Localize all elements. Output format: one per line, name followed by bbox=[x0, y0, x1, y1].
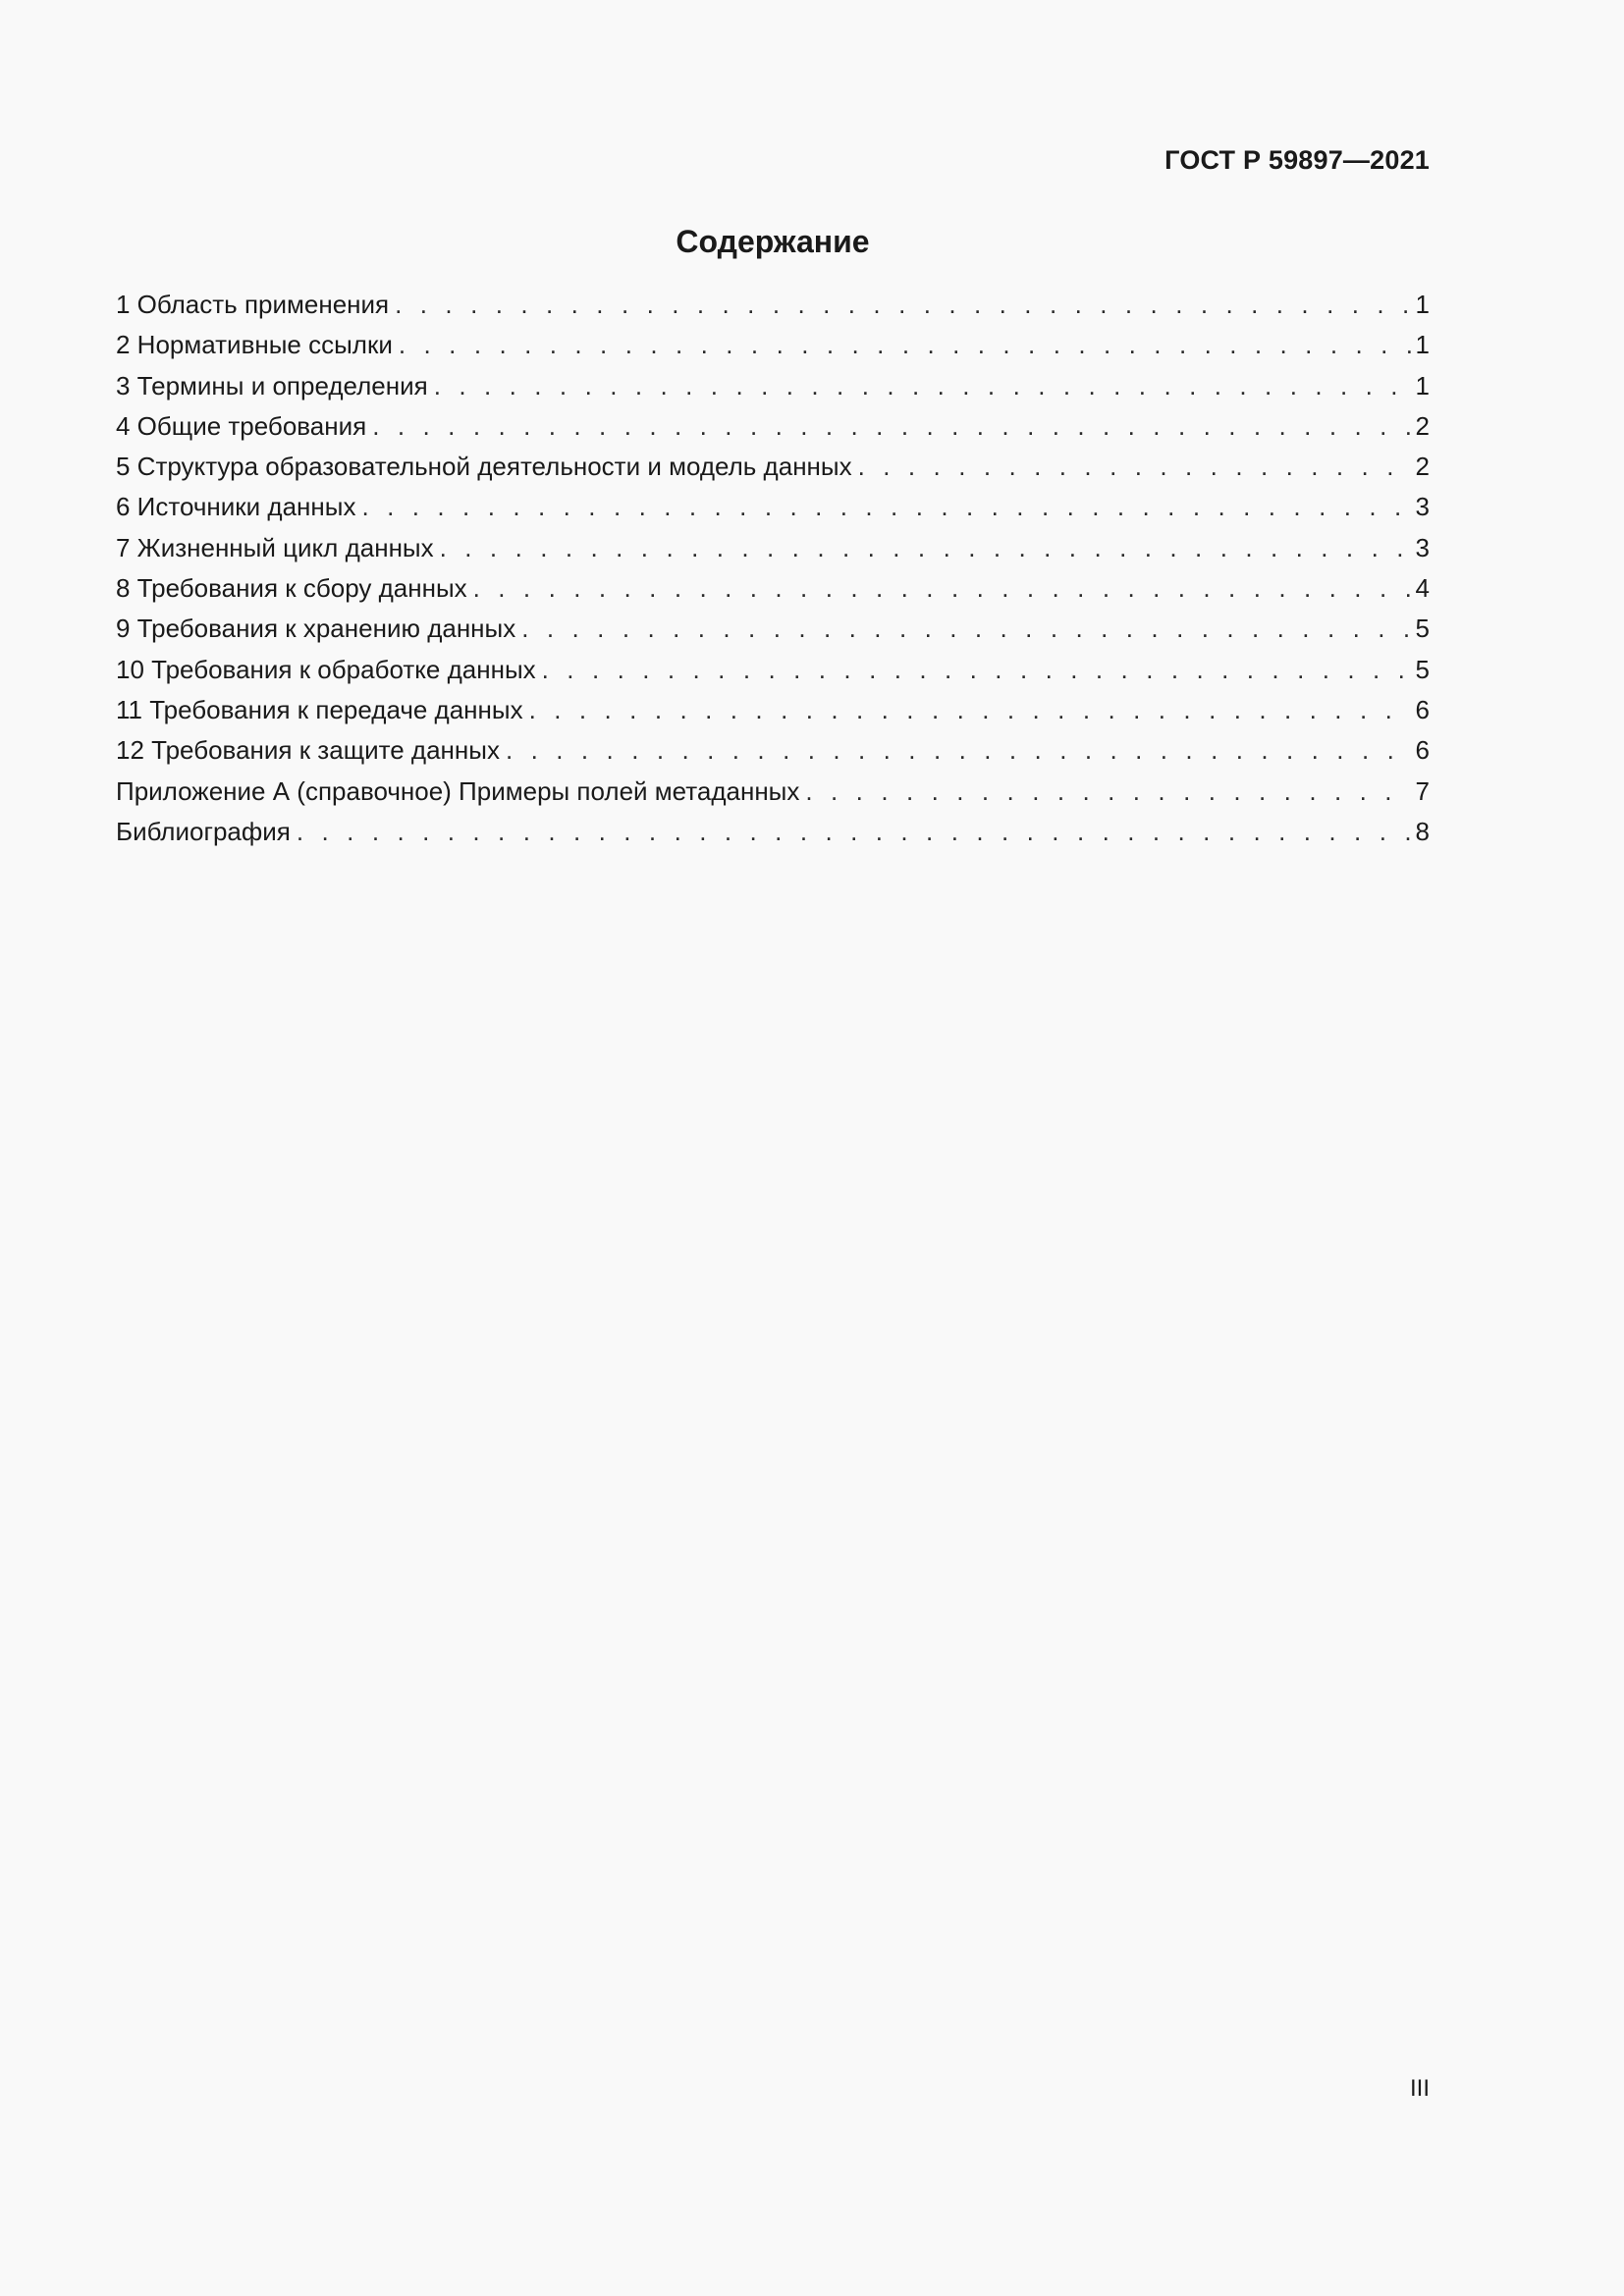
toc-item-page: 5 bbox=[1415, 654, 1430, 684]
toc-item-label: 12 Требования к защите данных bbox=[116, 735, 500, 766]
toc-dot-leader bbox=[372, 406, 1411, 447]
toc-dot-leader bbox=[521, 609, 1411, 649]
toc-item-label: 4 Общие требования bbox=[116, 410, 367, 441]
toc-item-label: Приложение А (справочное) Примеры полей метаданных bbox=[116, 775, 800, 806]
toc-item-page: 2 bbox=[1415, 452, 1430, 482]
toc-item-label: 11 Требования к передаче данных bbox=[116, 694, 523, 724]
toc-item-7[interactable] bbox=[116, 528, 1430, 568]
toc-item-page: 8 bbox=[1415, 816, 1430, 846]
toc-item-label: 3 Термины и определения bbox=[116, 370, 428, 400]
toc-item-label: 10 Требования к обработке данных bbox=[116, 654, 536, 684]
toc-item-label: 8 Требования к сбору данных bbox=[116, 573, 467, 604]
toc-item-label: 5 Структура образовательной деятельности и модель данных bbox=[116, 452, 852, 482]
toc-item-9[interactable] bbox=[116, 609, 1430, 649]
toc-dot-leader bbox=[805, 772, 1411, 812]
toc-dot-leader bbox=[858, 447, 1412, 487]
toc-item-8[interactable] bbox=[116, 568, 1430, 609]
toc-item-label: 1 Область применения bbox=[116, 290, 390, 319]
toc-dot-leader bbox=[440, 528, 1412, 568]
toc-dot-leader bbox=[399, 325, 1412, 365]
toc-item-6[interactable] bbox=[116, 487, 1430, 527]
toc-dot-leader bbox=[434, 366, 1412, 406]
toc-dot-leader bbox=[529, 690, 1412, 730]
toc-item-4[interactable] bbox=[116, 406, 1430, 447]
toc-dot-leader bbox=[473, 568, 1412, 609]
toc-item-page: 1 bbox=[1415, 330, 1430, 360]
toc-item-page: 6 bbox=[1415, 694, 1430, 724]
toc-item-12[interactable] bbox=[116, 730, 1430, 771]
toc-item-page: 6 bbox=[1415, 735, 1430, 766]
toc-item-page: 3 bbox=[1415, 532, 1430, 562]
toc-item-10[interactable] bbox=[116, 650, 1430, 690]
toc-item-page: 3 bbox=[1415, 492, 1430, 522]
document-code: ГОСТ Р 59897—2021 bbox=[1164, 145, 1430, 175]
toc-dot-leader bbox=[297, 812, 1412, 852]
toc-item-11[interactable] bbox=[116, 690, 1430, 730]
toc-item-label: 7 Жизненный цикл данных bbox=[116, 532, 434, 562]
toc-item-page: 5 bbox=[1415, 614, 1430, 644]
toc-title: Содержание bbox=[676, 224, 870, 259]
toc-item-label: Библиография bbox=[116, 816, 291, 846]
toc-item-bibliography[interactable] bbox=[116, 812, 1430, 852]
toc-item-label: 9 Требования к хранению данных bbox=[116, 614, 516, 644]
toc-item-page: 1 bbox=[1415, 370, 1430, 400]
toc-item-page: 1 bbox=[1415, 290, 1430, 319]
toc-dot-leader bbox=[361, 487, 1411, 527]
toc-item-label: 2 Нормативные ссылки bbox=[116, 330, 393, 360]
toc-item-1[interactable] bbox=[116, 285, 1430, 325]
toc-dot-leader bbox=[395, 285, 1411, 325]
table-of-contents bbox=[116, 285, 1430, 852]
toc-item-3[interactable] bbox=[116, 366, 1430, 406]
toc-dot-leader bbox=[506, 730, 1412, 771]
toc-item-appendix-a[interactable] bbox=[116, 772, 1430, 812]
toc-item-2[interactable] bbox=[116, 325, 1430, 365]
toc-item-label: 6 Источники данных bbox=[116, 492, 356, 522]
toc-dot-leader bbox=[542, 650, 1412, 690]
page-number: III bbox=[1409, 2075, 1430, 2102]
toc-item-page: 4 bbox=[1415, 573, 1430, 604]
toc-item-5[interactable] bbox=[116, 447, 1430, 487]
toc-item-page: 7 bbox=[1415, 775, 1430, 806]
toc-item-page: 2 bbox=[1415, 410, 1430, 441]
